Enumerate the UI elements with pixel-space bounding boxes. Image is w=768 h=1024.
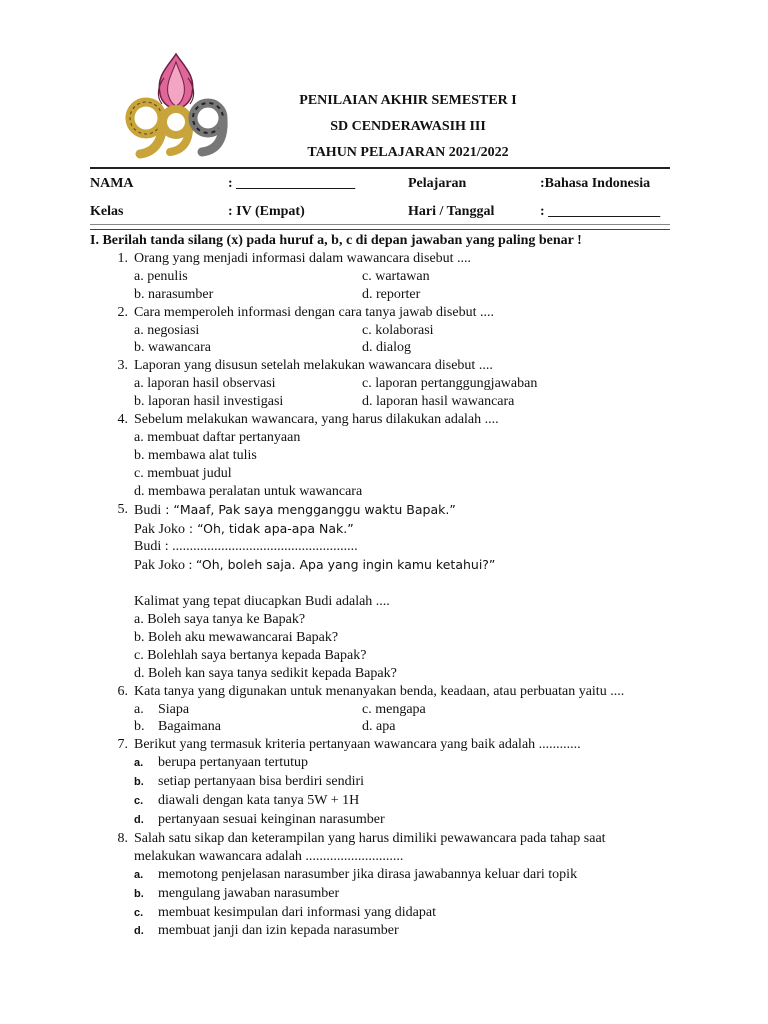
option-b[interactable]: b. membawa alat tulis [134, 447, 257, 463]
option-a[interactable]: a. laporan hasil observasi [134, 376, 276, 392]
question-number: 5. [117, 501, 128, 517]
option-d[interactable]: d. apa [362, 719, 396, 735]
option-c[interactable]: c. wartawan [362, 268, 430, 284]
option-text: membuat janji dan izin kepada narasumber [158, 923, 399, 939]
question-number: 2. [117, 304, 128, 320]
option-b[interactable]: b. Boleh aku mewawancarai Bapak? [134, 629, 339, 645]
dialogue-line-3: Budi : ..................................................... [134, 539, 358, 555]
option-letter: c. [134, 906, 144, 919]
option-d[interactable]: d. membawa peralatan untuk wawancara [134, 483, 363, 499]
name-label: NAMA [90, 176, 134, 191]
question-7 [90, 736, 690, 754]
option-text: berupa pertanyaan tertutup [158, 755, 309, 771]
option-b[interactable]: b. wawancara [134, 340, 211, 356]
option-c[interactable]: c. mengapa [362, 701, 426, 717]
question-text: Salah satu sikap dan keterampilan yang harus dimiliki pewawancara pada tahap saat [134, 830, 606, 846]
option-letter: a. [134, 868, 144, 881]
question-6 [90, 683, 690, 701]
speaker-pak-joko: Pak Joko [134, 521, 185, 537]
option-a[interactable] [134, 754, 690, 773]
option-letter: b. [134, 776, 144, 789]
school-name: SD CENDERAWASIH III [330, 119, 486, 134]
subject-label: Pelajaran [408, 176, 467, 191]
question-3 [90, 357, 690, 375]
instruction-heading: I. Berilah tanda silang (x) pada huruf a, b, c di depan jawaban yang paling benar ! [90, 233, 582, 248]
option-letter: d. [134, 925, 144, 938]
speaker-pak-joko: Pak Joko : [134, 558, 196, 574]
question-text: Orang yang menjadi informasi dalam wawancara disebut .... [134, 250, 472, 266]
option-d[interactable]: d. Boleh kan saya tanya sedikit kepada Bapak? [134, 665, 397, 681]
class-label: Kelas [90, 204, 124, 219]
question-5 [90, 501, 690, 520]
info-divider-bottom [90, 229, 670, 230]
option-c[interactable] [134, 904, 690, 923]
date-field[interactable]: : ________________ [540, 204, 661, 219]
option-a[interactable]: a. penulis [134, 268, 188, 284]
question-number: 1. [117, 250, 128, 266]
option-a[interactable] [134, 866, 690, 885]
option-b[interactable] [134, 885, 690, 904]
option-c[interactable] [134, 792, 690, 811]
option-b[interactable]: b. narasumber [134, 286, 214, 302]
option-letter: d. [134, 813, 144, 826]
exam-title: PENILAIAN AKHIR SEMESTER I [299, 93, 517, 108]
option-text: membuat kesimpulan dari informasi yang didapat [158, 904, 436, 920]
option-c[interactable]: c. membuat judul [134, 465, 232, 481]
option-a[interactable] [134, 701, 362, 719]
option-text: setiap pertanyaan bisa berdiri sendiri [158, 774, 365, 790]
option-letter: b. [134, 887, 144, 900]
name-field[interactable]: : _________________ [228, 176, 356, 191]
question-number: 6. [117, 683, 128, 699]
question-1 [90, 250, 690, 268]
class-value: : IV (Empat) [228, 204, 305, 219]
dialogue-line-4 [134, 556, 690, 575]
question-text-continued: melakukan wawancara adalah ............................ [134, 848, 404, 864]
question-text: Berikut yang termasuk kriteria pertanyaan wawancara yang baik adalah ............ [134, 737, 581, 753]
option-text: diawali dengan kata tanya 5W + 1H [158, 793, 360, 809]
question-number: 4. [117, 412, 128, 428]
questions-section [90, 232, 690, 941]
option-d[interactable]: d. dialog [362, 340, 411, 356]
question-number: 8. [117, 830, 128, 846]
question-2 [90, 304, 690, 322]
dialogue-line-2 [134, 520, 690, 539]
option-a[interactable]: a. negosiasi [134, 322, 200, 338]
question-text: Laporan yang disusun setelah melakukan wawancara disebut .... [134, 358, 493, 374]
option-letter: a. [134, 757, 144, 770]
question-8 [90, 830, 690, 848]
option-letter: b. [134, 719, 145, 735]
subject-value: :Bahasa Indonesia [540, 176, 651, 191]
info-divider-top [90, 224, 670, 225]
option-b[interactable] [134, 773, 690, 792]
option-letter: c. [134, 795, 144, 808]
dialogue-line-1 [134, 501, 690, 520]
option-d[interactable]: d. reporter [362, 286, 421, 302]
option-d[interactable] [134, 922, 690, 941]
question-4 [90, 411, 690, 429]
dialogue-text: “Oh, boleh saja. Apa yang ingin kamu ketahui?” [195, 557, 496, 573]
option-a[interactable]: a. membuat daftar pertanyaan [134, 429, 301, 445]
option-a[interactable]: a. Boleh saya tanya ke Bapak? [134, 612, 306, 628]
academic-year: TAHUN PELAJARAN 2021/2022 [307, 145, 509, 160]
question-text: Sebelum melakukan wawancara, yang harus dilakukan adalah .... [134, 412, 499, 428]
option-letter: a. [134, 701, 144, 717]
dialogue-text: : “Maaf, Pak saya mengganggu waktu Bapak.” [161, 501, 456, 517]
speaker-budi: Budi [134, 502, 162, 518]
date-label: Hari / Tanggal [408, 204, 495, 219]
question-text: Cara memperoleh informasi dengan cara tanya jawab disebut .... [134, 304, 494, 320]
option-text: pertanyaan sesuai keinginan narasumber [158, 811, 385, 827]
option-c[interactable]: c. kolaborasi [362, 322, 434, 338]
option-c[interactable]: c. laporan pertanggungjawaban [362, 376, 538, 392]
dialogue-text: : “Oh, tidak apa-apa Nak.” [184, 520, 354, 536]
option-text: Bagaimana [158, 719, 221, 735]
option-d[interactable] [134, 811, 690, 830]
option-text: memotong penjelasan narasumber jika dirasa jawabannya keluar dari topik [158, 866, 578, 882]
option-d[interactable]: d. laporan hasil wawancara [362, 394, 515, 410]
option-b[interactable] [134, 718, 362, 736]
header-divider [90, 167, 670, 169]
question-number: 3. [117, 358, 128, 374]
option-text: mengulang jawaban narasumber [158, 885, 340, 901]
question-number: 7. [117, 737, 128, 753]
question-prompt: Kalimat yang tepat diucapkan Budi adalah .... [134, 594, 390, 610]
question-text: Kata tanya yang digunakan untuk menanyakan benda, keadaan, atau perbuatan yaitu .... [134, 683, 625, 699]
option-c[interactable]: c. Bolehlah saya bertanya kepada Bapak? [134, 647, 367, 663]
option-b[interactable]: b. laporan hasil investigasi [134, 394, 284, 410]
option-text: Siapa [158, 701, 190, 717]
